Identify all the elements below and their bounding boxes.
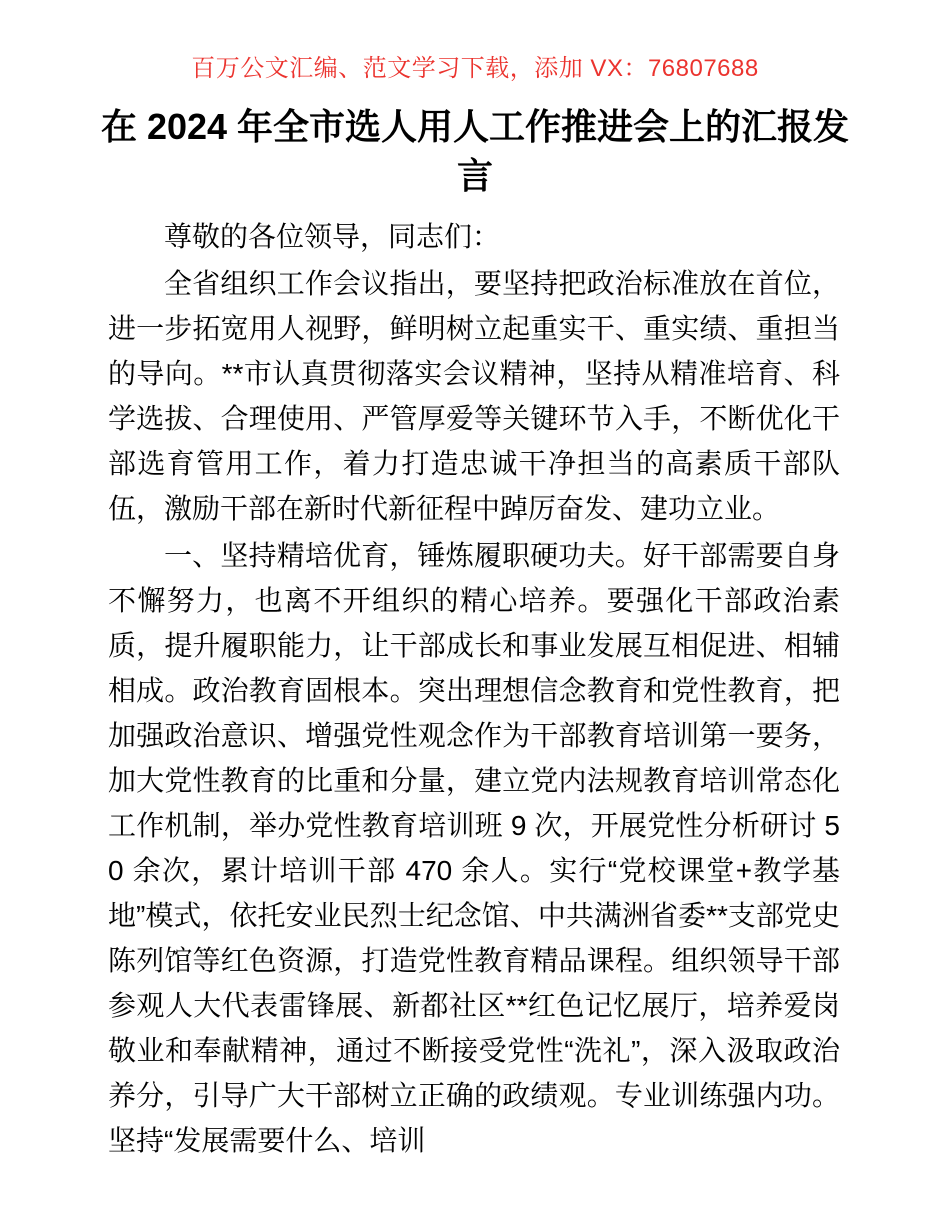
promo-notice-text: 百万公文汇编、范文学习下载，添加 VX：76807688 — [191, 55, 759, 82]
document-body — [108, 214, 840, 1163]
greeting-line: 尊敬的各位领导，同志们： — [164, 221, 501, 252]
paragraph-intro: 全省组织工作会议指出，要坚持把政治标准放在首位，进一步拓宽用人视野，鲜明树立起重实干、重实绩、重担当的导向。**市认真贯彻落实会议精神，坚持从精准培育、科学选拔、合理使用、严管厚爱等关键环节入手，不断优化干部选育管用工作，着力打造忠诚干净担当的高素质干部队伍，激励干部在新时代新征程中踔厉奋发、建功立业。 — [108, 268, 840, 524]
paragraph-section-one: 一、坚持精培优育，锤炼履职硬功夫。好干部需要自身不懈努力，也离不开组织的精心培养。要强化干部政治素质，提升履职能力，让干部成长和事业发展互相促进、相辅相成。政治教育固根本。突出理想信念教育和党性教育，把加强政治意识、增强党性观念作为干部教育培训第一要务，加大党性教育的比重和分量，建立党内法规教育培训常态化工作机制，举办党性教育培训班 9 次，开展党性分析研讨 50 余次，累计培训干部 470 余人。实行“党校课堂+教学基地”模式，依托安业民烈士纪念馆、中共满洲省委**支部党史陈列馆等红色资源，打造党性教育精品课程。组织领导干部参观人大代表雷锋展、新都社区**红色记忆展厅，培养爱岗敬业和奉献精神，通过不断接受党性“洗礼”，深入汲取政治养分，引导广大干部树立正确的政绩观。专业训练强内功。坚持“发展需要什么、培训 — [108, 540, 840, 1156]
document-title: 在 2024 年全市选人用人工作推进会上的汇报发言 — [100, 106, 850, 196]
